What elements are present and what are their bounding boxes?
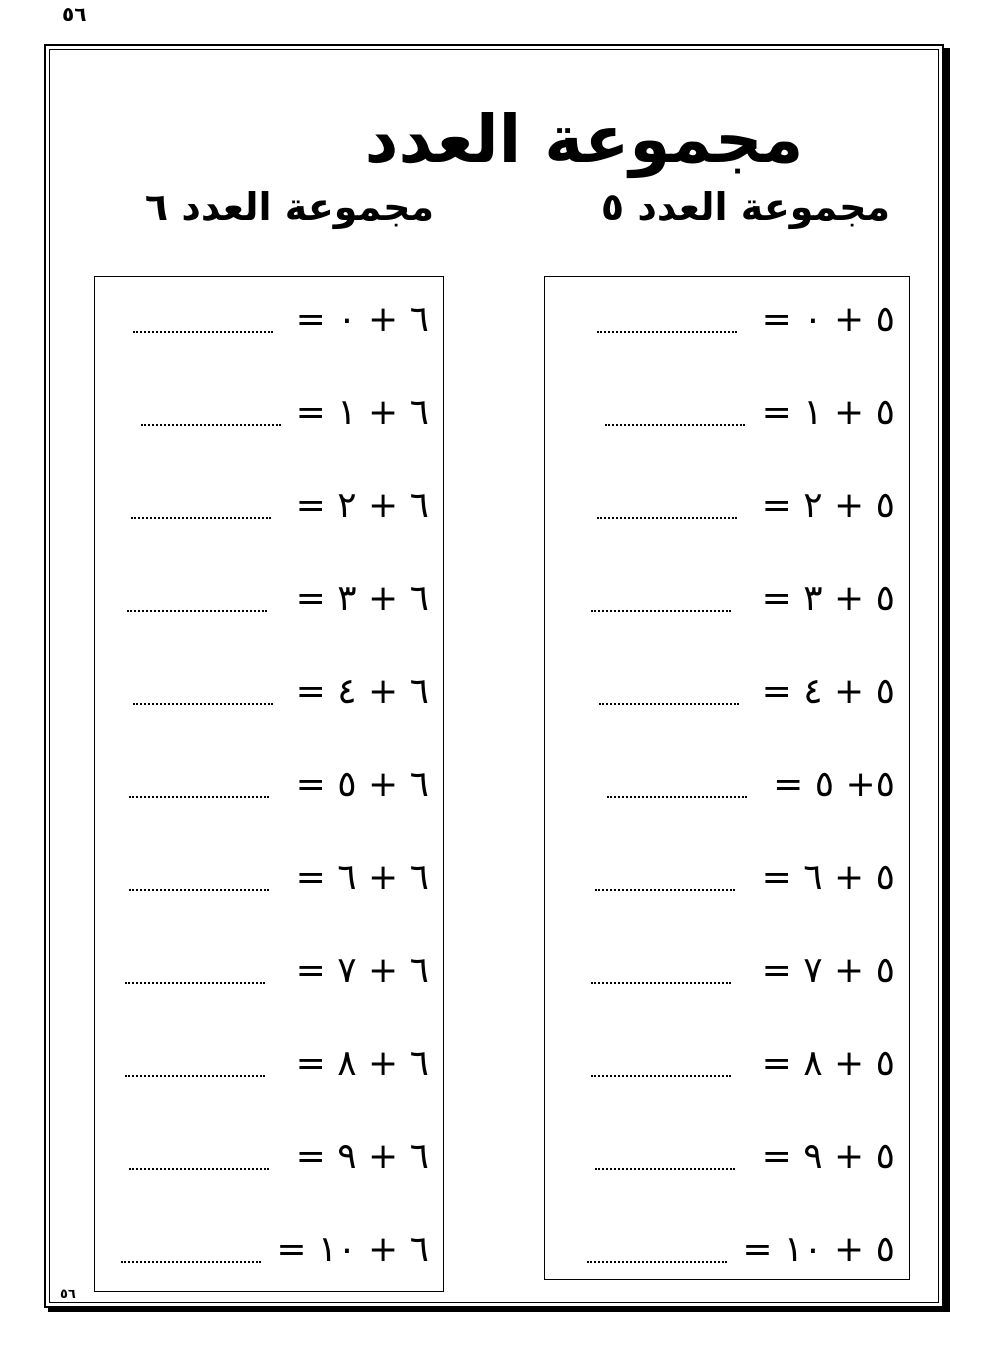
equation-text: ٦ + ١ = bbox=[295, 392, 429, 433]
page-number-bottom: ٥٦ bbox=[60, 1287, 76, 1302]
equation-row bbox=[545, 1039, 909, 1089]
equation-row bbox=[95, 667, 443, 717]
answer-line[interactable] bbox=[591, 1075, 731, 1077]
equation-row bbox=[95, 760, 443, 810]
answer-line[interactable] bbox=[125, 1075, 265, 1077]
equation-row bbox=[95, 481, 443, 531]
page-number-top: ٥٦ bbox=[62, 2, 87, 26]
equation-box-set-6 bbox=[94, 276, 444, 1292]
equation-text: ٦ + ٩ = bbox=[295, 1136, 429, 1177]
equation-row bbox=[545, 295, 909, 345]
answer-line[interactable] bbox=[605, 424, 745, 426]
answer-line[interactable] bbox=[597, 517, 737, 519]
answer-line[interactable] bbox=[591, 610, 731, 612]
equation-text: ٦ + ٤ = bbox=[295, 671, 429, 712]
equation-text: ٦ + ٥ = bbox=[295, 764, 429, 805]
answer-line[interactable] bbox=[129, 889, 269, 891]
answer-line[interactable] bbox=[131, 517, 271, 519]
equation-text: ٦ + ٢ = bbox=[295, 485, 429, 526]
equation-row bbox=[545, 853, 909, 903]
equation-text: ٥+ ٥ = bbox=[773, 764, 895, 805]
equation-row bbox=[95, 1039, 443, 1089]
answer-line[interactable] bbox=[607, 796, 747, 798]
equation-box-set-5 bbox=[544, 276, 910, 1280]
answer-line[interactable] bbox=[125, 982, 265, 984]
equation-row bbox=[95, 946, 443, 996]
equation-row bbox=[545, 388, 909, 438]
equation-row bbox=[545, 667, 909, 717]
equation-text: ٦ + ٨ = bbox=[295, 1043, 429, 1084]
equation-text: ٦ + ٦ = bbox=[295, 857, 429, 898]
equation-text: ٥ + ١٠ = bbox=[742, 1229, 895, 1270]
answer-line[interactable] bbox=[591, 982, 731, 984]
equation-row bbox=[95, 1132, 443, 1182]
equation-row bbox=[545, 760, 909, 810]
worksheet-frame bbox=[44, 44, 944, 1308]
equation-row bbox=[95, 1225, 443, 1275]
equation-text: ٥ + ٤ = bbox=[761, 671, 895, 712]
equation-text: ٦ + ٣ = bbox=[295, 578, 429, 619]
answer-line[interactable] bbox=[599, 703, 739, 705]
equation-row bbox=[95, 295, 443, 345]
equation-text: ٥ + ٧ = bbox=[761, 950, 895, 991]
answer-line[interactable] bbox=[121, 1261, 261, 1263]
answer-line[interactable] bbox=[129, 796, 269, 798]
equation-text: ٥ + ٦ = bbox=[761, 857, 895, 898]
equation-row bbox=[95, 388, 443, 438]
equation-row bbox=[545, 1225, 909, 1275]
equation-text: ٥ + ٩ = bbox=[761, 1136, 895, 1177]
answer-line[interactable] bbox=[595, 1168, 735, 1170]
equation-text: ٦ + ٧ = bbox=[295, 950, 429, 991]
equation-text: ٥ + ٢ = bbox=[761, 485, 895, 526]
equation-row bbox=[95, 574, 443, 624]
equation-row bbox=[545, 946, 909, 996]
answer-line[interactable] bbox=[587, 1261, 727, 1263]
equation-row bbox=[95, 853, 443, 903]
answer-line[interactable] bbox=[133, 331, 273, 333]
answer-line[interactable] bbox=[127, 610, 267, 612]
answer-line[interactable] bbox=[595, 889, 735, 891]
answer-line[interactable] bbox=[133, 703, 273, 705]
answer-line[interactable] bbox=[129, 1168, 269, 1170]
equation-text: ٥ + ٨ = bbox=[761, 1043, 895, 1084]
answer-line[interactable] bbox=[141, 424, 281, 426]
equation-text: ٦ + ٠ = bbox=[295, 299, 429, 340]
page-title: مجموعة العدد bbox=[364, 101, 804, 178]
equation-row bbox=[545, 574, 909, 624]
equation-text: ٥ + ٠ = bbox=[761, 299, 895, 340]
equation-text: ٥ + ١ = bbox=[761, 392, 895, 433]
heading-set-6: مجموعة العدد ٦ bbox=[144, 185, 434, 229]
equation-text: ٦ + ١٠ = bbox=[276, 1229, 429, 1270]
equation-text: ٥ + ٣ = bbox=[761, 578, 895, 619]
heading-set-5: مجموعة العدد ٥ bbox=[600, 185, 890, 229]
answer-line[interactable] bbox=[597, 331, 737, 333]
equation-row bbox=[545, 481, 909, 531]
equation-row bbox=[545, 1132, 909, 1182]
